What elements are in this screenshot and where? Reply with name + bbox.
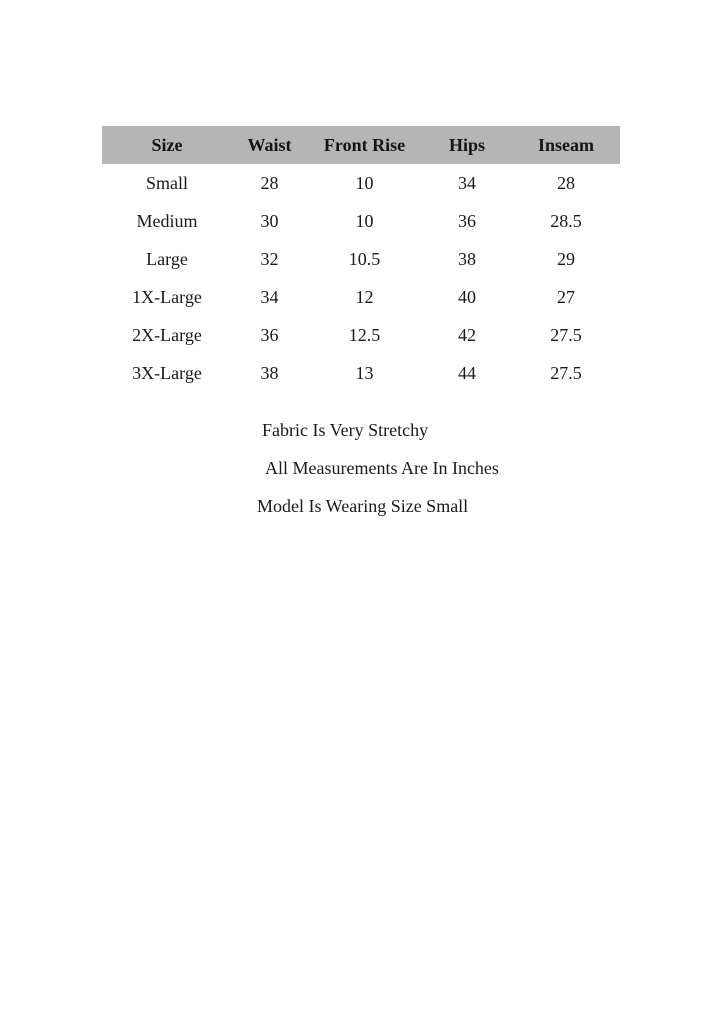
cell-waist: 28: [232, 164, 307, 202]
column-header-size: Size: [102, 126, 232, 164]
cell-waist: 34: [232, 278, 307, 316]
table-row-3x-large: [102, 354, 620, 392]
cell-inseam: 28.5: [512, 202, 620, 240]
size-chart-table: [102, 126, 620, 392]
cell-waist: 38: [232, 354, 307, 392]
cell-inseam: 29: [512, 240, 620, 278]
cell-size: 1X-Large: [102, 278, 232, 316]
column-header-waist: Waist: [232, 126, 307, 164]
cell-waist: 36: [232, 316, 307, 354]
cell-size: 3X-Large: [102, 354, 232, 392]
column-header-inseam: Inseam: [512, 126, 620, 164]
cell-front-rise: 10: [307, 202, 422, 240]
cell-inseam: 28: [512, 164, 620, 202]
cell-hips: 42: [422, 316, 512, 354]
cell-front-rise: 12.5: [307, 316, 422, 354]
cell-front-rise: 12: [307, 278, 422, 316]
cell-front-rise: 10: [307, 164, 422, 202]
cell-hips: 36: [422, 202, 512, 240]
table-row-large: [102, 240, 620, 278]
table-row-small: [102, 164, 620, 202]
cell-waist: 32: [232, 240, 307, 278]
cell-inseam: 27.5: [512, 354, 620, 392]
cell-size: Medium: [102, 202, 232, 240]
notes-block: [257, 411, 499, 525]
table-header-row: [102, 126, 620, 164]
note-measurements-inches: All Measurements Are In Inches: [265, 458, 499, 478]
cell-size: Small: [102, 164, 232, 202]
cell-size: 2X-Large: [102, 316, 232, 354]
cell-waist: 30: [232, 202, 307, 240]
cell-inseam: 27: [512, 278, 620, 316]
table-row-2x-large: [102, 316, 620, 354]
table-row-medium: [102, 202, 620, 240]
cell-hips: 34: [422, 164, 512, 202]
cell-hips: 38: [422, 240, 512, 278]
cell-hips: 44: [422, 354, 512, 392]
cell-front-rise: 10.5: [307, 240, 422, 278]
column-header-hips: Hips: [422, 126, 512, 164]
cell-hips: 40: [422, 278, 512, 316]
table-row-1x-large: [102, 278, 620, 316]
cell-inseam: 27.5: [512, 316, 620, 354]
cell-front-rise: 13: [307, 354, 422, 392]
column-header-front-rise: Front Rise: [307, 126, 422, 164]
cell-size: Large: [102, 240, 232, 278]
note-model-size: Model Is Wearing Size Small: [257, 496, 469, 516]
note-fabric-stretchy: Fabric Is Very Stretchy: [262, 420, 429, 440]
